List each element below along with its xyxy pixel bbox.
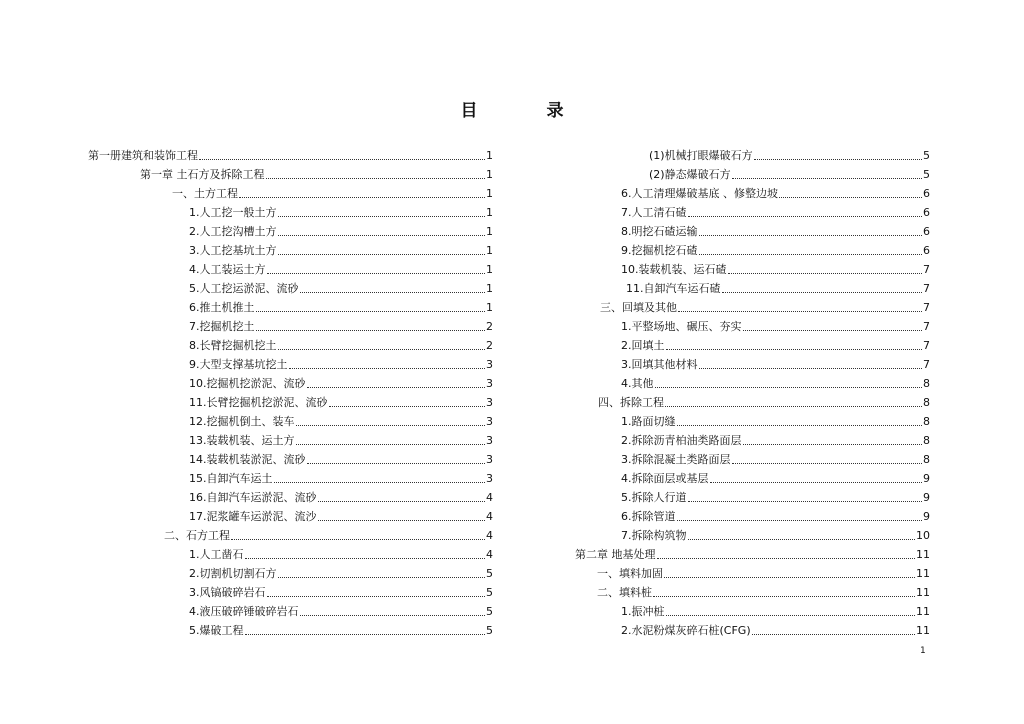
toc-entry-page: 5 bbox=[486, 586, 493, 599]
toc-entry-page: 5 bbox=[486, 605, 493, 618]
toc-entry-page: 1 bbox=[486, 206, 493, 219]
toc-entry-title: 9.挖掘机挖石碴 bbox=[621, 244, 698, 257]
toc-entry-page: 8 bbox=[923, 434, 930, 447]
dot-leader bbox=[688, 216, 923, 217]
toc-entry bbox=[575, 165, 930, 184]
toc-entry-title: 5.人工挖运淤泥、流砂 bbox=[189, 282, 299, 295]
toc-right-column bbox=[575, 146, 930, 640]
toc-entry-page: 7 bbox=[923, 301, 930, 314]
dot-leader bbox=[278, 349, 486, 350]
toc-entry bbox=[575, 260, 930, 279]
toc-entry bbox=[575, 412, 930, 431]
toc-entry-title: 15.自卸汽车运土 bbox=[189, 472, 273, 485]
toc-entry bbox=[575, 222, 930, 241]
toc-entry bbox=[575, 393, 930, 412]
toc-entry-title: 2.拆除沥青柏油类路面层 bbox=[621, 434, 742, 447]
dot-leader bbox=[664, 577, 915, 578]
dot-leader bbox=[278, 577, 486, 578]
dot-leader bbox=[677, 520, 923, 521]
toc-entry-title: 二、填料桩 bbox=[597, 586, 652, 599]
toc-entry-page: 6 bbox=[923, 244, 930, 257]
toc-entry-title: 7.拆除构筑物 bbox=[621, 529, 687, 542]
toc-entry-title: 4.液压破碎锤破碎岩石 bbox=[189, 605, 299, 618]
toc-entry-title: 一、土方工程 bbox=[172, 187, 238, 200]
toc-entry bbox=[88, 602, 493, 621]
toc-entry-title: 1.人工挖一般土方 bbox=[189, 206, 277, 219]
toc-entry-title: 2.水泥粉煤灰碎石桩(CFG) bbox=[621, 624, 751, 637]
toc-entry bbox=[575, 545, 930, 564]
dot-leader bbox=[267, 596, 486, 597]
toc-entry bbox=[88, 621, 493, 640]
toc-entry-title: 3.回填其他材料 bbox=[621, 358, 698, 371]
page-number: 1 bbox=[920, 646, 926, 656]
toc-entry-page: 9 bbox=[923, 510, 930, 523]
toc-entry-title: 三、回填及其他 bbox=[600, 301, 677, 314]
dot-leader bbox=[296, 425, 486, 426]
toc-entry bbox=[88, 241, 493, 260]
toc-entry bbox=[575, 298, 930, 317]
toc-entry-title: 3.拆除混凝土类路面层 bbox=[621, 453, 731, 466]
toc-entry-page: 2 bbox=[486, 320, 493, 333]
dot-leader bbox=[653, 596, 915, 597]
toc-entry bbox=[575, 507, 930, 526]
dot-leader bbox=[307, 387, 486, 388]
toc-entry bbox=[575, 488, 930, 507]
dot-leader bbox=[732, 178, 922, 179]
toc-entry-title: 1.振冲桩 bbox=[621, 605, 665, 618]
toc-entry-title: 6.人工清理爆破基底 、修整边坡 bbox=[621, 187, 778, 200]
dot-leader bbox=[743, 330, 923, 331]
dot-leader bbox=[256, 311, 486, 312]
toc-entry bbox=[575, 583, 930, 602]
dot-leader bbox=[655, 387, 923, 388]
toc-entry-page: 5 bbox=[486, 624, 493, 637]
toc-entry-title: 7.人工清石碴 bbox=[621, 206, 687, 219]
dot-leader bbox=[666, 349, 923, 350]
toc-entry bbox=[88, 260, 493, 279]
toc-entry-title: (2)静态爆破石方 bbox=[649, 168, 731, 181]
toc-entry-page: 7 bbox=[923, 282, 930, 295]
toc-entry-title: 第二章 地基处理 bbox=[575, 548, 656, 561]
toc-entry-page: 3 bbox=[486, 415, 493, 428]
toc-entry-page: 9 bbox=[923, 472, 930, 485]
toc-entry bbox=[575, 317, 930, 336]
toc-entry-page: 1 bbox=[486, 187, 493, 200]
dot-leader bbox=[307, 463, 486, 464]
toc-entry bbox=[88, 431, 493, 450]
toc-entry bbox=[88, 222, 493, 241]
toc-entry-title: 5.拆除人行道 bbox=[621, 491, 687, 504]
toc-entry-title: 17.泥浆罐车运淤泥、流沙 bbox=[189, 510, 317, 523]
toc-entry-page: 5 bbox=[486, 567, 493, 580]
dot-leader bbox=[666, 615, 916, 616]
toc-entry-title: 第一章 土石方及拆除工程 bbox=[140, 168, 265, 181]
toc-entry-page: 8 bbox=[923, 453, 930, 466]
dot-leader bbox=[688, 539, 916, 540]
toc-entry-title: 6.拆除管道 bbox=[621, 510, 676, 523]
dot-leader bbox=[688, 501, 923, 502]
dot-leader bbox=[289, 368, 486, 369]
page-title: 目 录 bbox=[460, 101, 590, 121]
dot-leader bbox=[274, 482, 486, 483]
toc-entry-page: 10 bbox=[916, 529, 930, 542]
dot-leader bbox=[722, 292, 923, 293]
dot-leader bbox=[278, 216, 486, 217]
dot-leader bbox=[266, 178, 486, 179]
dot-leader bbox=[754, 159, 922, 160]
toc-entry-page: 7 bbox=[923, 358, 930, 371]
toc-entry-title: 10.挖掘机挖淤泥、流砂 bbox=[189, 377, 306, 390]
dot-leader bbox=[329, 406, 486, 407]
dot-leader bbox=[231, 539, 485, 540]
toc-entry bbox=[88, 374, 493, 393]
toc-entry-title: 4.人工装运土方 bbox=[189, 263, 266, 276]
dot-leader bbox=[665, 406, 922, 407]
toc-entry-title: 6.推土机推土 bbox=[189, 301, 255, 314]
toc-entry-page: 3 bbox=[486, 396, 493, 409]
toc-entry-page: 3 bbox=[486, 377, 493, 390]
toc-entry-title: 4.其他 bbox=[621, 377, 654, 390]
toc-entry-title: 2.人工挖沟槽土方 bbox=[189, 225, 277, 238]
dot-leader bbox=[239, 197, 485, 198]
toc-entry-page: 1 bbox=[486, 263, 493, 276]
toc-entry bbox=[575, 431, 930, 450]
toc-entry bbox=[575, 355, 930, 374]
toc-entry bbox=[88, 146, 493, 165]
toc-entry bbox=[575, 450, 930, 469]
toc-entry-title: 二、石方工程 bbox=[164, 529, 230, 542]
dot-leader bbox=[318, 520, 486, 521]
toc-entry bbox=[88, 412, 493, 431]
dot-leader bbox=[678, 311, 922, 312]
toc-entry bbox=[575, 146, 930, 165]
toc-entry-page: 4 bbox=[486, 510, 493, 523]
toc-entry bbox=[88, 583, 493, 602]
toc-entry-page: 1 bbox=[486, 225, 493, 238]
toc-entry-page: 1 bbox=[486, 168, 493, 181]
toc-entry-page: 11 bbox=[916, 605, 930, 618]
toc-entry-page: 1 bbox=[486, 282, 493, 295]
toc-entry-page: 7 bbox=[923, 339, 930, 352]
toc-entry bbox=[88, 336, 493, 355]
toc-entry-page: 2 bbox=[486, 339, 493, 352]
toc-entry-page: 4 bbox=[486, 529, 493, 542]
toc-entry-page: 3 bbox=[486, 472, 493, 485]
toc-entry bbox=[88, 450, 493, 469]
dot-leader bbox=[199, 159, 485, 160]
toc-entry-title: 2.回填土 bbox=[621, 339, 665, 352]
toc-entry bbox=[575, 469, 930, 488]
toc-entry bbox=[575, 279, 930, 298]
toc-entry bbox=[88, 279, 493, 298]
toc-entry-page: 3 bbox=[486, 453, 493, 466]
toc-entry-title: 一、填料加固 bbox=[597, 567, 663, 580]
toc-entry-title: 4.拆除面层或基层 bbox=[621, 472, 709, 485]
toc-entry-title: 3.风镐破碎岩石 bbox=[189, 586, 266, 599]
toc-entry-title: 11.自卸汽车运石碴 bbox=[626, 282, 721, 295]
toc-entry-page: 1 bbox=[486, 244, 493, 257]
toc-entry bbox=[88, 564, 493, 583]
toc-entry-page: 8 bbox=[923, 396, 930, 409]
toc-entry bbox=[88, 184, 493, 203]
toc-entry bbox=[575, 184, 930, 203]
toc-entry-title: 12.挖掘机倒土、装车 bbox=[189, 415, 295, 428]
toc-entry bbox=[575, 203, 930, 222]
toc-entry-page: 4 bbox=[486, 491, 493, 504]
toc-entry bbox=[575, 564, 930, 583]
dot-leader bbox=[296, 444, 486, 445]
toc-entry bbox=[88, 298, 493, 317]
toc-entry-title: 16.自卸汽车运淤泥、流砂 bbox=[189, 491, 317, 504]
toc-entry-page: 1 bbox=[486, 301, 493, 314]
toc-entry bbox=[88, 526, 493, 545]
toc-entry-title: 5.爆破工程 bbox=[189, 624, 244, 637]
dot-leader bbox=[300, 615, 486, 616]
toc-entry-page: 7 bbox=[923, 263, 930, 276]
toc-entry bbox=[88, 469, 493, 488]
dot-leader bbox=[267, 273, 486, 274]
dot-leader bbox=[710, 482, 923, 483]
toc-entry bbox=[575, 602, 930, 621]
dot-leader bbox=[743, 444, 923, 445]
toc-entry bbox=[88, 545, 493, 564]
toc-entry-page: 5 bbox=[923, 168, 930, 181]
dot-leader bbox=[699, 235, 923, 236]
toc-entry-title: 14.装载机装淤泥、流砂 bbox=[189, 453, 306, 466]
toc-entry bbox=[575, 374, 930, 393]
toc-entry-title: 8.明挖石碴运输 bbox=[621, 225, 698, 238]
toc-entry-title: 11.长臂挖掘机挖淤泥、流砂 bbox=[189, 396, 328, 409]
toc-entry-page: 6 bbox=[923, 187, 930, 200]
dot-leader bbox=[699, 254, 923, 255]
dot-leader bbox=[278, 254, 486, 255]
toc-entry-page: 11 bbox=[916, 586, 930, 599]
toc-entry bbox=[88, 165, 493, 184]
toc-entry-page: 5 bbox=[923, 149, 930, 162]
toc-left-column bbox=[88, 146, 493, 640]
dot-leader bbox=[245, 634, 486, 635]
toc-entry bbox=[88, 507, 493, 526]
toc-entry-page: 6 bbox=[923, 225, 930, 238]
toc-entry bbox=[575, 621, 930, 640]
toc-entry-page: 3 bbox=[486, 434, 493, 447]
toc-entry-title: 第一册建筑和装饰工程 bbox=[88, 149, 198, 162]
toc-entry-title: 2.切割机切割石方 bbox=[189, 567, 277, 580]
toc-entry-title: 1.平整场地、碾压、夯实 bbox=[621, 320, 742, 333]
toc-entry-page: 11 bbox=[916, 548, 930, 561]
toc-entry bbox=[575, 241, 930, 260]
dot-leader bbox=[779, 197, 922, 198]
dot-leader bbox=[256, 330, 486, 331]
toc-entry bbox=[88, 355, 493, 374]
dot-leader bbox=[657, 558, 916, 559]
toc-entry bbox=[88, 488, 493, 507]
toc-entry-page: 6 bbox=[923, 206, 930, 219]
dot-leader bbox=[699, 368, 923, 369]
toc-entry-title: 7.挖掘机挖土 bbox=[189, 320, 255, 333]
toc-entry bbox=[88, 317, 493, 336]
toc-entry-title: 8.长臂挖掘机挖土 bbox=[189, 339, 277, 352]
toc-entry-title: 10.装载机装、运石碴 bbox=[621, 263, 727, 276]
dot-leader bbox=[677, 425, 923, 426]
toc-entry-page: 7 bbox=[923, 320, 930, 333]
toc-entry bbox=[88, 203, 493, 222]
toc-entry bbox=[575, 336, 930, 355]
toc-entry bbox=[575, 526, 930, 545]
toc-entry-page: 9 bbox=[923, 491, 930, 504]
toc-entry-title: 1.路面切缝 bbox=[621, 415, 676, 428]
toc-entry-title: 3.人工挖基坑土方 bbox=[189, 244, 277, 257]
toc-entry-title: (1)机械打眼爆破石方 bbox=[649, 149, 753, 162]
dot-leader bbox=[752, 634, 915, 635]
toc-entry-page: 8 bbox=[923, 377, 930, 390]
dot-leader bbox=[278, 235, 486, 236]
toc-entry-page: 11 bbox=[916, 567, 930, 580]
dot-leader bbox=[732, 463, 923, 464]
dot-leader bbox=[318, 501, 486, 502]
dot-leader bbox=[728, 273, 923, 274]
toc-entry-title: 9.大型支撑基坑挖土 bbox=[189, 358, 288, 371]
toc-entry bbox=[88, 393, 493, 412]
toc-entry-title: 13.装载机装、运土方 bbox=[189, 434, 295, 447]
toc-entry-page: 1 bbox=[486, 149, 493, 162]
toc-entry-title: 1.人工凿石 bbox=[189, 548, 244, 561]
toc-entry-page: 8 bbox=[923, 415, 930, 428]
toc-entry-page: 11 bbox=[916, 624, 930, 637]
dot-leader bbox=[245, 558, 486, 559]
toc-entry-page: 3 bbox=[486, 358, 493, 371]
toc-entry-page: 4 bbox=[486, 548, 493, 561]
dot-leader bbox=[300, 292, 486, 293]
toc-entry-title: 四、拆除工程 bbox=[598, 396, 664, 409]
